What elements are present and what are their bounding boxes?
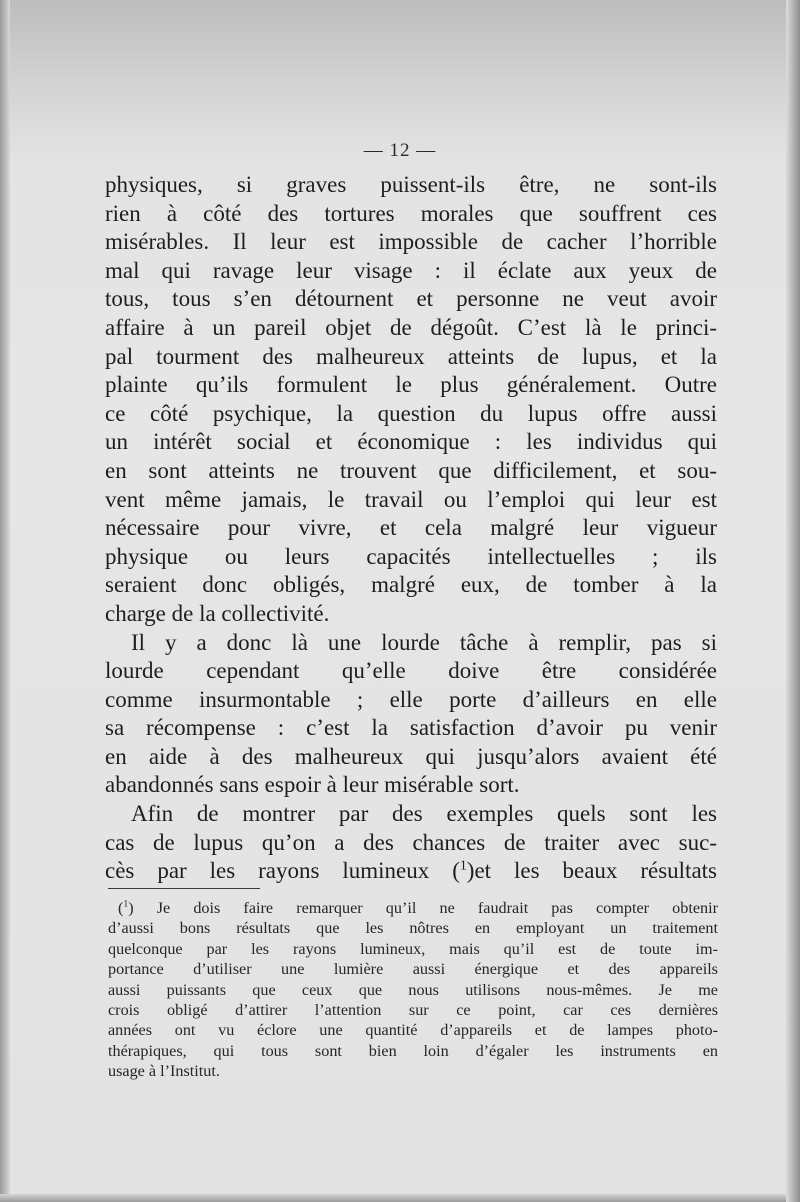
body-line: physique ou leurs capacités intellectuelles ; ils bbox=[105, 543, 717, 569]
footnote-text: Je dois faire remarquer qu’il ne faudrait pas compter obtenir bbox=[156, 899, 718, 917]
body-line: un intérêt social et économique : les individus qui bbox=[105, 429, 717, 455]
body-line: vent même jamais, le travail ou l’emploi qui leur est bbox=[105, 486, 717, 512]
body-line: misérables. Il leur est impossible de cacher l’horrible bbox=[105, 229, 717, 255]
body-text bbox=[105, 171, 717, 886]
body-line: nécessaire pour vivre, et cela malgré leur vigueur bbox=[105, 515, 717, 541]
footnote-marker: 1 bbox=[123, 898, 129, 910]
footnote-marker-close: ) bbox=[128, 899, 134, 917]
footnote-line: crois obligé d’attirer l’attention sur ce point, car ces dernières bbox=[108, 1000, 718, 1019]
footnote-line bbox=[108, 898, 718, 918]
footnote-line: d’aussi bons résultats que les nôtres en employant un traitement bbox=[108, 919, 718, 938]
footnote-marker-open: ( bbox=[118, 899, 124, 917]
body-line-paragraph-start: Il y a donc là une lourde tâche à remplir, pas si bbox=[131, 629, 717, 655]
body-line-with-footnote-ref bbox=[105, 857, 717, 886]
body-line-text: cès par les rayons lumineux ( bbox=[105, 858, 460, 884]
footnote-line: aussi puissants que ceux que nous utilisons nous-mêmes. Je me bbox=[108, 980, 718, 999]
body-line: abandonnés sans espoir à leur misérable sort. bbox=[105, 772, 520, 798]
body-line: sa récompense : c’est la satisfaction d’avoir pu venir bbox=[105, 715, 717, 741]
footnote-line: années ont vu éclore une quantité d’appareils et de lampes photo- bbox=[108, 1021, 718, 1040]
body-line: cas de lupus qu’on a des chances de traiter avec suc- bbox=[105, 829, 717, 855]
footnote-reference[interactable]: 1 bbox=[459, 857, 467, 873]
body-line: comme insurmontable ; elle porte d’ailleurs en elle bbox=[105, 686, 717, 712]
body-line: plainte qu’ils formulent le plus généralement. Outre bbox=[105, 372, 717, 398]
body-line: seraient donc obligés, malgré eux, de tomber à la bbox=[105, 572, 717, 598]
footnote-line: quelconque par les rayons lumineux, mais qu’il est de toute im- bbox=[108, 939, 718, 958]
body-line: pal tourment des malheureux atteints de lupus, et la bbox=[105, 343, 717, 369]
footnote-line: usage à l’Institut. bbox=[108, 1062, 220, 1081]
body-line: ce côté psychique, la question du lupus offre aussi bbox=[105, 400, 717, 426]
body-line: physiques, si graves puissent-ils être, ne sont-ils bbox=[105, 172, 717, 197]
body-line: charge de la collectivité. bbox=[105, 600, 330, 626]
body-line: tous, tous s’en détournent et personne ne veut avoir bbox=[105, 286, 717, 312]
page-bottom-edge bbox=[0, 1194, 800, 1202]
body-line: en sont atteints ne trouvent que difficilement, et sou- bbox=[105, 457, 717, 483]
footnote bbox=[108, 898, 718, 1082]
body-line: affaire à un pareil objet de dégoût. C’est là le princi- bbox=[105, 314, 717, 340]
body-line-text: )et les beaux résultats bbox=[466, 858, 717, 884]
footnote-line: thérapiques, qui tous sont bien loin d’égaler les instruments en bbox=[108, 1041, 718, 1060]
page-number-header: — 12 — bbox=[363, 140, 437, 161]
body-line: en aide à des malheureux qui jusqu’alors avaient été bbox=[105, 743, 717, 769]
body-line: mal qui ravage leur visage : il éclate aux yeux de bbox=[105, 257, 717, 283]
footnote-line: portance d’utiliser une lumière aussi énergique et des appareils bbox=[108, 960, 718, 979]
body-line: lourde cependant qu’elle doive être considérée bbox=[105, 658, 717, 684]
footnote-separator bbox=[108, 888, 260, 889]
body-line-paragraph-start: Afin de montrer par des exemples quels sont les bbox=[131, 801, 717, 827]
body-line: rien à côté des tortures morales que souffrent ces bbox=[105, 200, 717, 226]
